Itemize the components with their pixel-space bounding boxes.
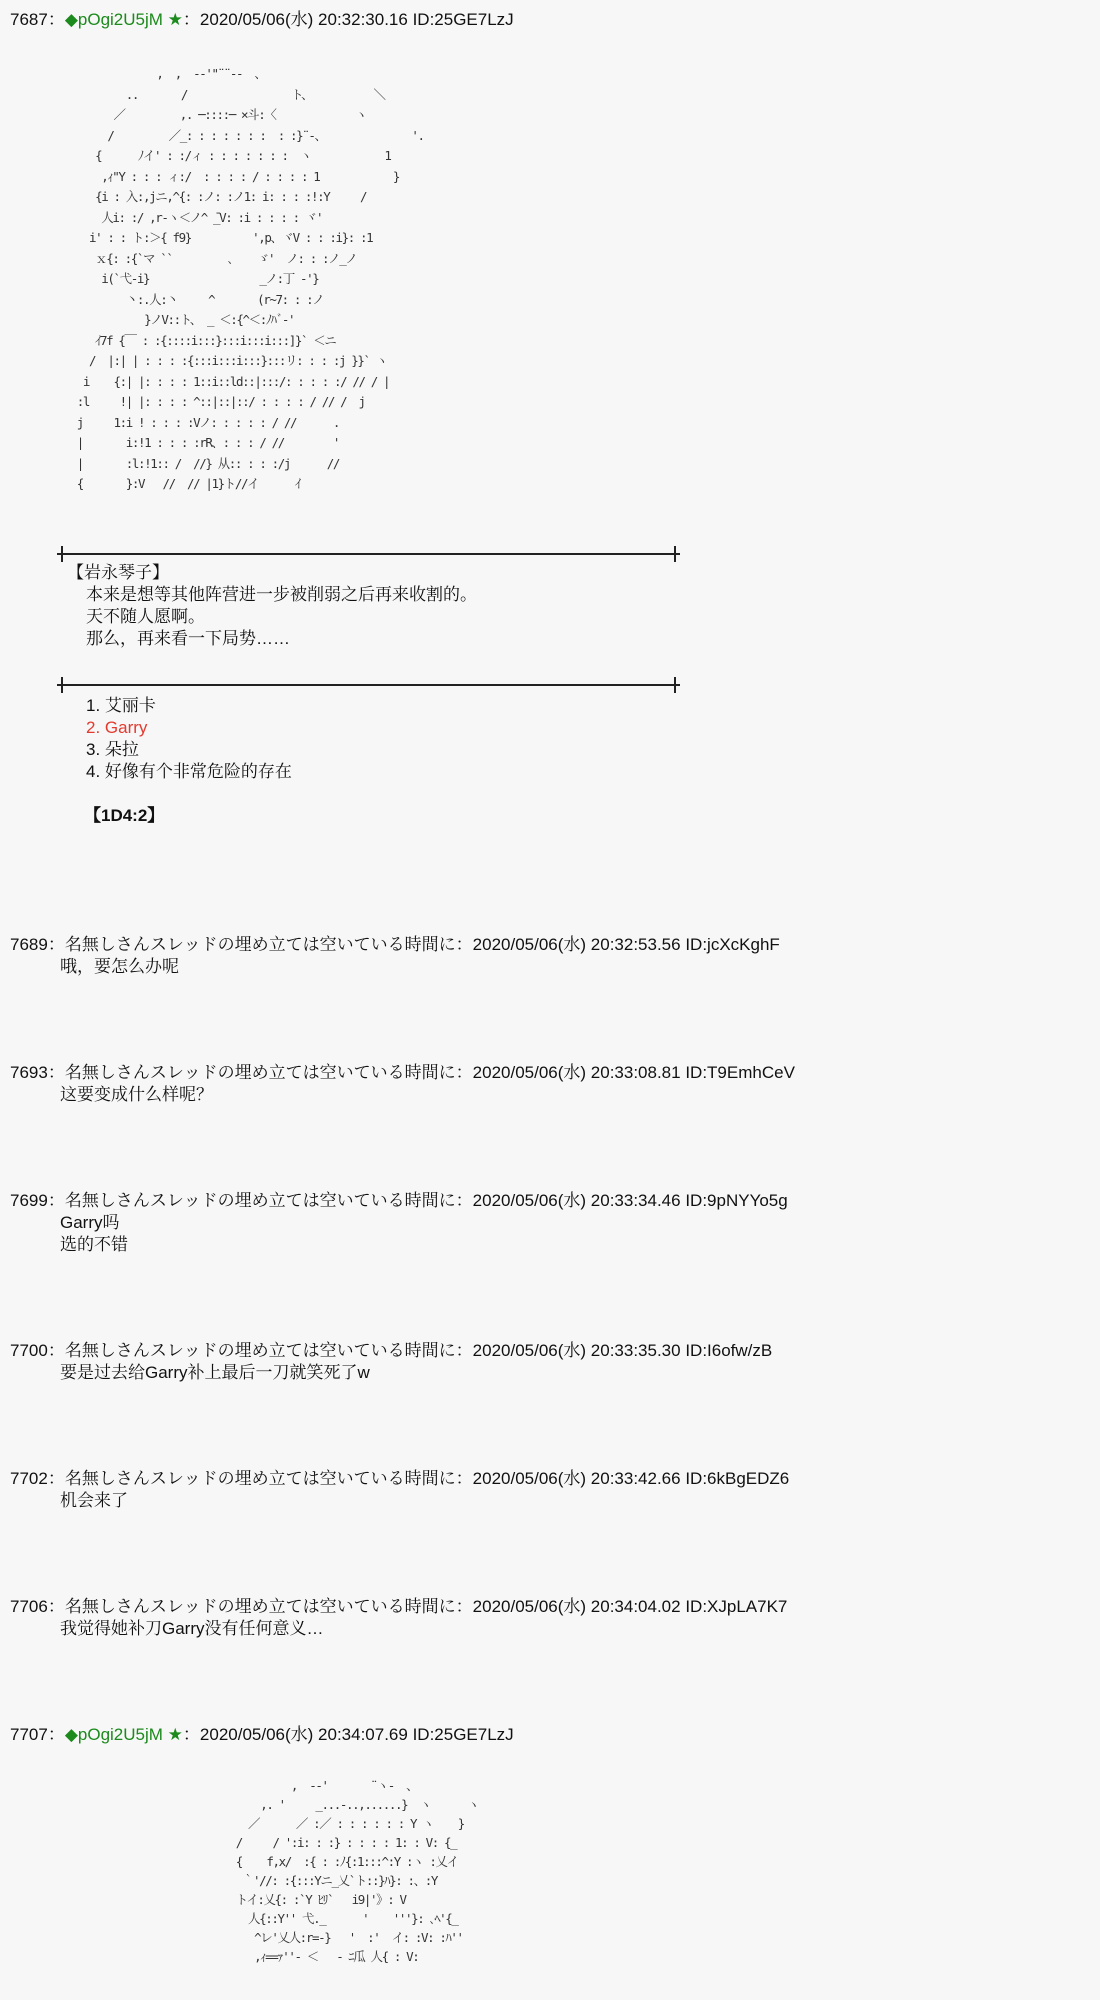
post-meta: ：名無しさんスレッドの埋め立ては空いている時間に：2020/05/06(水) 20:33:08.81 ID:T9EmhCeV: [47, 1063, 795, 1082]
post-header: [10, 1468, 789, 1490]
poster-trip[interactable]: ◆pOgi2U5jM ★: [64, 10, 183, 29]
post-number[interactable]: 7702: [10, 1469, 48, 1488]
post-body-line: 这要变成什么样呢？: [60, 1085, 213, 1104]
post-body-line: 机会来了: [60, 1491, 128, 1510]
divider-bottom: [57, 684, 680, 686]
post-header: 7687：◆pOgi2U5jM ★：2020/05/06(水) 20:32:30.16 ID:25GE7LzJ: [10, 10, 514, 29]
post-meta: ：名無しさんスレッドの埋め立ては空いている時間に：2020/05/06(水) 20:33:35.30 ID:I6ofw/zB: [47, 1341, 773, 1360]
post-header: [10, 1062, 795, 1084]
post-meta: ：名無しさんスレッドの埋め立ては空いている時間に：2020/05/06(水) 20:33:42.66 ID:6kBgEDZ6: [47, 1469, 790, 1488]
post-body-line: Garry吗: [60, 1213, 120, 1232]
post-number[interactable]: 7693: [10, 1063, 48, 1082]
post-number[interactable]: 7707: [10, 1725, 48, 1744]
post-number[interactable]: 7699: [10, 1191, 48, 1210]
choice-item-selected: 2. Garry: [86, 718, 148, 737]
dialog-line: 那么，再来看一下局势……: [86, 629, 290, 648]
post-meta: ：名無しさんスレッドの埋め立ては空いている時間に：2020/05/06(水) 20:32:53.56 ID:jcXcKghF: [47, 935, 780, 954]
choice-item: 4. 好像有个非常危险的存在: [86, 762, 292, 781]
dice-result: 【1D4:2】: [84, 806, 165, 825]
post-meta: ：名無しさんスレッドの埋め立ては空いている時間に：2020/05/06(水) 20:34:04.02 ID:XJpLA7K7: [47, 1597, 788, 1616]
post-body-line: 我觉得她补刀Garry没有任何意义…: [60, 1619, 324, 1638]
choice-item: 3. 朵拉: [86, 740, 139, 759]
post-number[interactable]: 7706: [10, 1597, 48, 1616]
dialog-line: 本来是想等其他阵营进一步被削弱之后再来收割的。: [86, 585, 477, 604]
post-number[interactable]: 7687: [10, 10, 48, 29]
speaker-name: 【岩永琴子】: [67, 563, 169, 582]
post-number[interactable]: 7700: [10, 1341, 48, 1360]
choice-item: 1. 艾丽卡: [86, 696, 156, 715]
post-number[interactable]: 7689: [10, 935, 48, 954]
post-body-line: 哦，要怎么办呢: [60, 957, 179, 976]
ascii-art: , , -‐'"¨¨‐- 、 .. / ト、 ＼ ／ ,. ─::::─ ×斗:〈 ヽ / ／_: : : : : : : : :}¨‐、 '. { ﾉイ' : :/ィ : : : : : : : ヽ 1 ,ｨ"Y : : : ィ:/ : : : : / : : : : 1 } {i : 入:,jニ,^{: :ノ: :ノ1: i: : : :!:Y / 人i: :/ ,r‐ヽ＜ノ^ ̄_V: :i : : : : ヾ' i' : : ト:＞{ f9} ',p、ヾV : : :i}: :1 ｘ{: :{`マ `` ､ ゞ' ノ: : :ノ_ノ i(`弋‐i} _ノ:丁 ‐'} 丶:.人:丶 ^ (r~7: : :ノ }ノV::ト、 _ ＜:{^＜:ﾉﾊﾞ-' ｲ7f {￣ : :{::::i:::}:::i:::i:::]}` ＜ニ / |:| | : : : :{:::i:::i:::}:::リ: : : :j }}` ヽ i {:| |: : : : 1::i::ld::|:::/: : : : :/ // / | :l !| |: : : : ^::|::|::/ : : : : / // / j j 1:i ! : : : :Vノ: : : : : / // . | i:!1 : : : :rR、: : : / // ' | :l:!1:: / //} 从:: : : :/j // { }:V // // |1}ト//イ ｲ: [76, 66, 424, 491]
ascii-art: , -‐' ¨ヽ- 、 ,. ' _...-..,......} ヽ ヽ ／ ／ :／ : : : : : : Y ヽ } / / ':i: : :} : : : : 1: : V: {_ { f,x/ :{ : :ﾉ{:1:::^:Y :ヽ :乂イ ｀'//: :{:::Yニ_乂`ト::}ﾊ}: :、:Y トイ:乂{: :`Y ﾋﾘ` i9|'》: V 人{::Y'' 弋._ ' '''}: ､ﾍ'{_ ^レ'乂人:r=‐} ' :' イ: :V: :ﾊ'' ,ｨ==ｧ''‐ ＜ ‐ ﾆ瓜 人{ : V:: [235, 1778, 479, 1964]
post-header: 7707：◆pOgi2U5jM ★：2020/05/06(水) 20:34:07.69 ID:25GE7LzJ: [10, 1725, 514, 1744]
dialog-line: 天不随人愿啊。: [86, 607, 205, 626]
post-header: [10, 934, 780, 956]
post-header: [10, 1190, 788, 1212]
poster-trip[interactable]: ◆pOgi2U5jM ★: [64, 1725, 183, 1744]
divider-top: [57, 553, 680, 555]
post-meta: ：2020/05/06(水) 20:34:07.69 ID:25GE7LzJ: [182, 1725, 514, 1744]
post-body-line: 要是过去给Garry补上最后一刀就笑死了w: [60, 1363, 370, 1382]
post-header: [10, 1596, 787, 1618]
post-header: [10, 1340, 772, 1362]
post-meta: ：2020/05/06(水) 20:32:30.16 ID:25GE7LzJ: [182, 10, 514, 29]
post-meta: ：名無しさんスレッドの埋め立ては空いている時間に：2020/05/06(水) 20:33:34.46 ID:9pNYYo5g: [47, 1191, 788, 1210]
post-body-line: 选的不错: [60, 1235, 128, 1254]
